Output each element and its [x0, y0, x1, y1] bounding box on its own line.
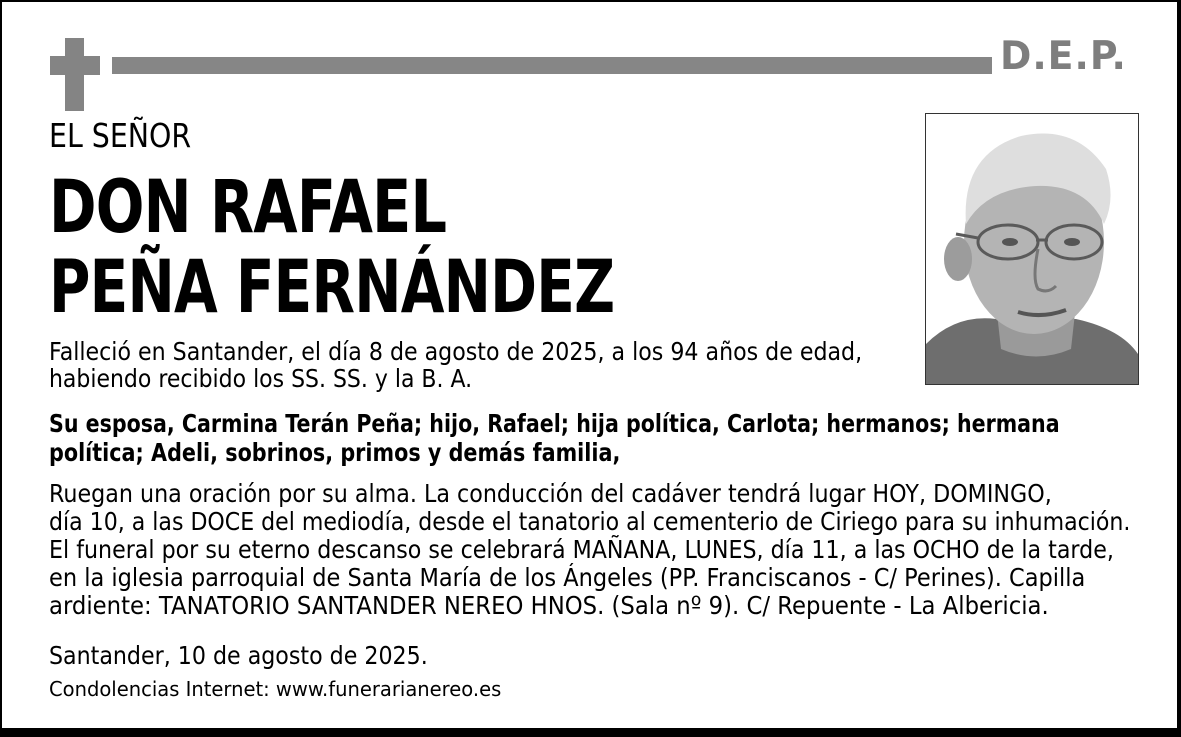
service-line: El funeral por su eterno descanso se celebrará MAÑANA, LUNES, día 11, a las OCHO de la tarde, [49, 535, 1114, 564]
service-line: Ruegan una oración por su alma. La conducción del cadáver tendrá lugar HOY, DOMINGO, [49, 479, 1052, 508]
service-line: en la iglesia parroquial de Santa María de los Ángeles (PP. Franciscanos - C/ Perines). Capilla [49, 563, 1086, 592]
deceased-name-line-1: DON RAFAEL [49, 165, 447, 250]
service-line: ardiente: TANATORIO SANTANDER NEREO HNOS. (Sala nº 9). C/ Repuente - La Albericia. [49, 591, 1049, 620]
portrait-image [926, 114, 1138, 384]
honorific: EL SEÑOR [49, 116, 192, 155]
condolences-link[interactable]: Condolencias Internet: www.funerarianereo.es [49, 677, 502, 701]
family-line: Su esposa, Carmina Terán Peña; hijo, Rafael; hija política, Carlota; hermanos; hermana [49, 409, 1060, 438]
dep-label: D.E.P. [1000, 34, 1127, 79]
announcement-line: Falleció en Santander, el día 8 de agosto de 2025, a los 94 años de edad, [49, 337, 863, 366]
deceased-name-line-2: PEÑA FERNÁNDEZ [49, 245, 615, 330]
place-date: Santander, 10 de agosto de 2025. [49, 641, 428, 670]
service-line: día 10, a las DOCE del mediodía, desde el tanatorio al cementerio de Ciriego para su inhumación. [49, 507, 1131, 536]
family-line: política; Adeli, sobrinos, primos y demás familia, [49, 438, 621, 467]
cross-icon-arm [50, 56, 100, 75]
deceased-photo [925, 113, 1139, 385]
announcement-line: habiendo recibido los SS. SS. y la B. A. [49, 364, 473, 393]
header-rule [112, 57, 992, 74]
